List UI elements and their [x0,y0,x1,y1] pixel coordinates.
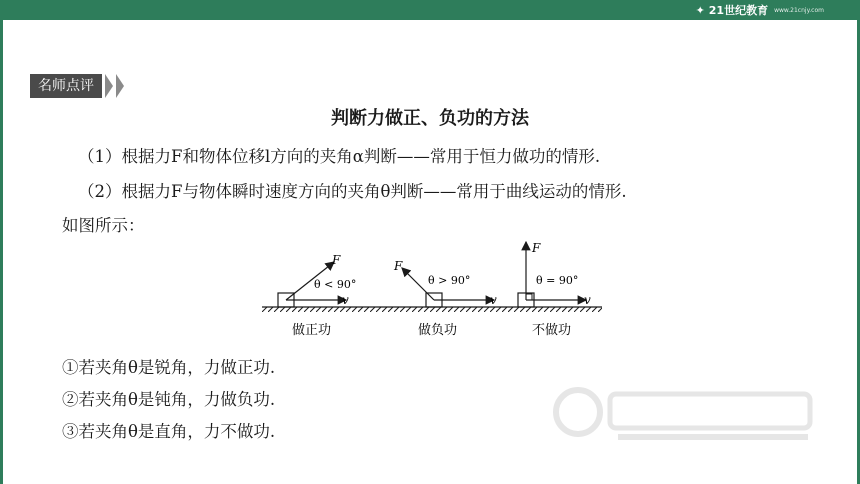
work-sign-diagram [262,240,602,346]
left-border [0,20,3,484]
velocity-label-2: v [490,293,497,307]
panel-negative-work [393,259,497,338]
panel-positive-work [278,253,356,338]
conclusion-acute: ①若夹角θ是锐角，力做正功. [62,358,276,377]
runner-icon: ✦ [695,3,705,17]
velocity-label-3: v [584,293,591,307]
angle-label-2: θ > 90° [428,274,471,287]
conclusion-right: ③若夹角θ是直角，力不做功. [62,422,276,441]
conclusion-obtuse: ②若夹角θ是钝角，力做负功. [62,390,276,409]
watermark-logo [548,382,828,452]
force-label-1: F [332,253,341,267]
angle-label-3: θ = 90° [536,274,579,287]
ground [262,307,602,312]
page-heading: 判断力做正、负功的方法 [331,108,529,129]
chevron-right-icon-2 [116,74,124,98]
method-2-text: （2）根据力F与物体瞬时速度方向的夹角θ判断——常用于曲线运动的情形. [78,182,627,201]
caption-1: 做正功 [292,323,332,338]
force-label-3: F [532,241,541,255]
chevron-right-icon [105,74,113,98]
brand-url: www.21cnjy.com [774,6,824,14]
method-1-text: （1）根据力F和物体位移l方向的夹角α判断——常用于恒力做功的情形. [78,147,601,166]
panel-zero-work [518,241,591,338]
angle-label-1: θ < 90° [314,278,357,291]
brand-logo-text: 21世纪教育 [708,4,769,17]
brand-logo [696,2,824,18]
caption-2: 做负功 [418,323,458,338]
top-banner [0,0,860,20]
caption-3: 不做功 [532,323,572,338]
intro-text: 如图所示： [62,216,145,235]
section-tag-label: 名师点评 [30,74,102,98]
force-label-2: F [394,259,403,273]
velocity-label-1: v [342,293,349,307]
section-tag [30,74,124,98]
